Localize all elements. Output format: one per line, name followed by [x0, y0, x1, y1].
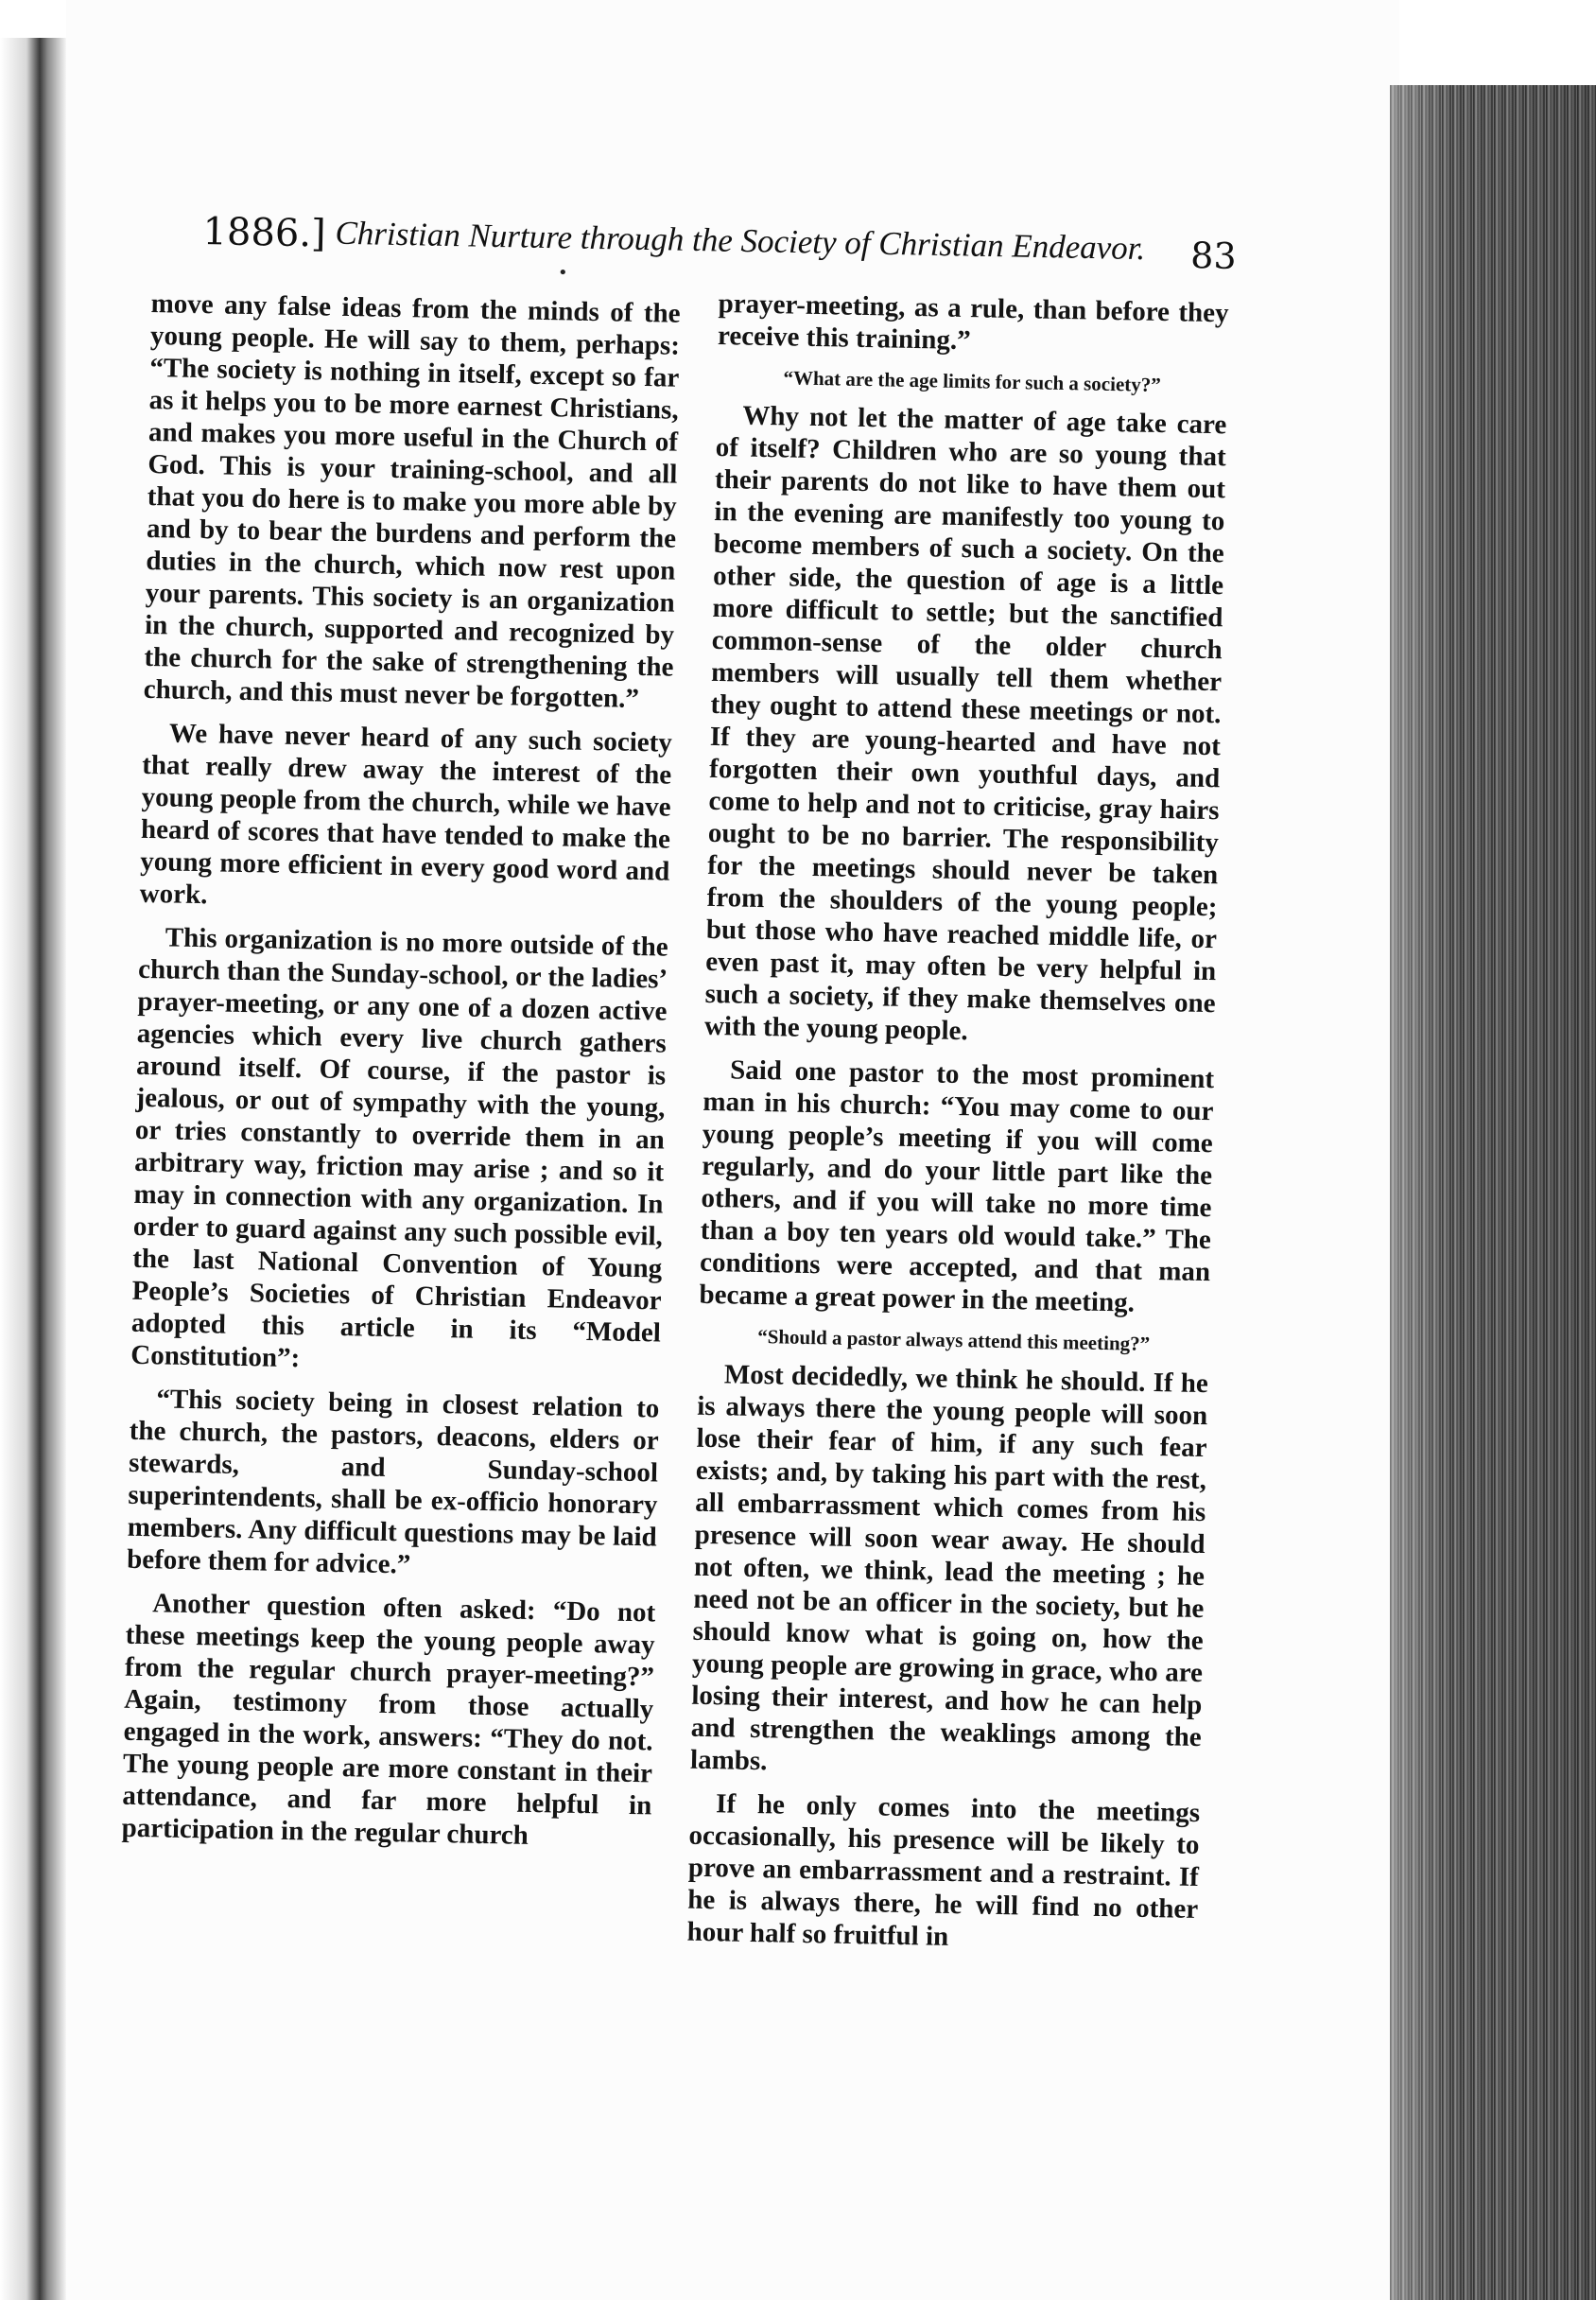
left-column	[121, 288, 681, 1865]
paragraph: move any false ideas from the minds of the young people. He will say to them, perhaps: “The society is nothing in itself, except so far as it helps you to be more earnest Christians, and makes you more useful in the Church of God. This is your training-school, and all that you do here is to make you more able by and by to bear the burdens and perform the duties in the church, which now rest upon your parents. This society is an organization in the church, supported and recognized by the church for the sake of strengthening the church, and this must never be forgotten.”	[143, 288, 681, 714]
paragraph: Most decidedly, we think he should. If he is always there the young people will soon lose their fear of him, if any such fear exists; and, by taking his part with the rest, all embarrassment which comes from his presence will soon wear away. He should not often, we think, lead the meeting ; he need not be an officer in the society, but he should know what is going on, how the young people are growing in grace, who are losing their interest, and how he can help and strengthen the weaklings among the lambs.	[689, 1359, 1209, 1777]
paragraph: prayer-meeting, as a rule, than before they receive this training.”	[717, 288, 1229, 357]
paragraph: If he only comes into the meetings occasionally, his presence will be likely to prove an embarrassment and a restraint. If he is always there, he will find no other hour half so fruitful in	[686, 1788, 1201, 1952]
fore-edge-shading	[1390, 85, 1596, 2300]
right-column	[686, 288, 1229, 1969]
paragraph: This organization is no more outside of the church than the Sunday-school, or the ladies’ prayer-meeting, or any one of a dozen active agencies which every live church gathers around itself. Of course, if the pastor is jealous, or out of sympathy with the young, or tries constantly to override them in an arbitrary way, friction may arise ; and so it may in connection with any organization. In order to guard against any such possible evil, the last National Convention of Young People’s Societies of Christian Endeavor adopted this article in its “Model Constitution”:	[130, 922, 669, 1374]
paragraph: Said one pastor to the most prominent man in his church: “You may come to our young people’s meeting if you will come regularly, and do your little part like the others, and if you will take no more time than a boy ten years old would take.” The conditions were accepted, and that man became a great power in the meeting.	[699, 1054, 1215, 1318]
printer-mark: •	[558, 263, 568, 283]
header-year: 1886.]	[202, 210, 327, 256]
quoted-article: “This society being in closest relation to the church, the pastors, deacons, elders or stewards, and Sunday-school superintendents, shall be ex-officio honorary members. Any difficult questions may be laid before them for advice.”	[126, 1384, 660, 1580]
header-title: Christian Nurture through the Society of Christian Endeavor.	[335, 214, 1146, 268]
question-heading: “Should a pastor always attend this meeting?”	[756, 1324, 1151, 1355]
page-number: 83	[1189, 235, 1238, 277]
question-heading: “What are the age limits for such a society?”	[783, 366, 1162, 396]
book-gutter-edge	[0, 38, 66, 2300]
paragraph: Why not let the matter of age take care of itself? Children who are so young that their parents do not like to have them out in the evening are manifestly too young to become members of such a society. On the other side, the question of age is a little more difficult to settle; but the sanctified common-sense of the older church members will usually tell them whether they ought to attend these meetings or not. If they are young-hearted and have not forgotten their own youthful days, and come to help and not to criticise, gray hairs ought to be no barrier. The responsibility for the meetings should never be taken from the shoulders of the young people; but those who have reached middle life, or even past it, may often be very helpful in such a society, if they make themselves one with the young people.	[703, 400, 1227, 1047]
paragraph: Another question often asked: “Do not these meetings keep the young people away from the regular church prayer-meeting?” Again, testimony from those actually engaged in the work, answers: “They do not. The young people are more constant in their attendance, and far more helpful in participation in the regular church	[121, 1588, 656, 1851]
paragraph: We have never heard of any such society that really drew away the interest of the young people from the church, while we have heard of scores that have tended to make the young more efficient in every good word and work.	[139, 718, 673, 911]
